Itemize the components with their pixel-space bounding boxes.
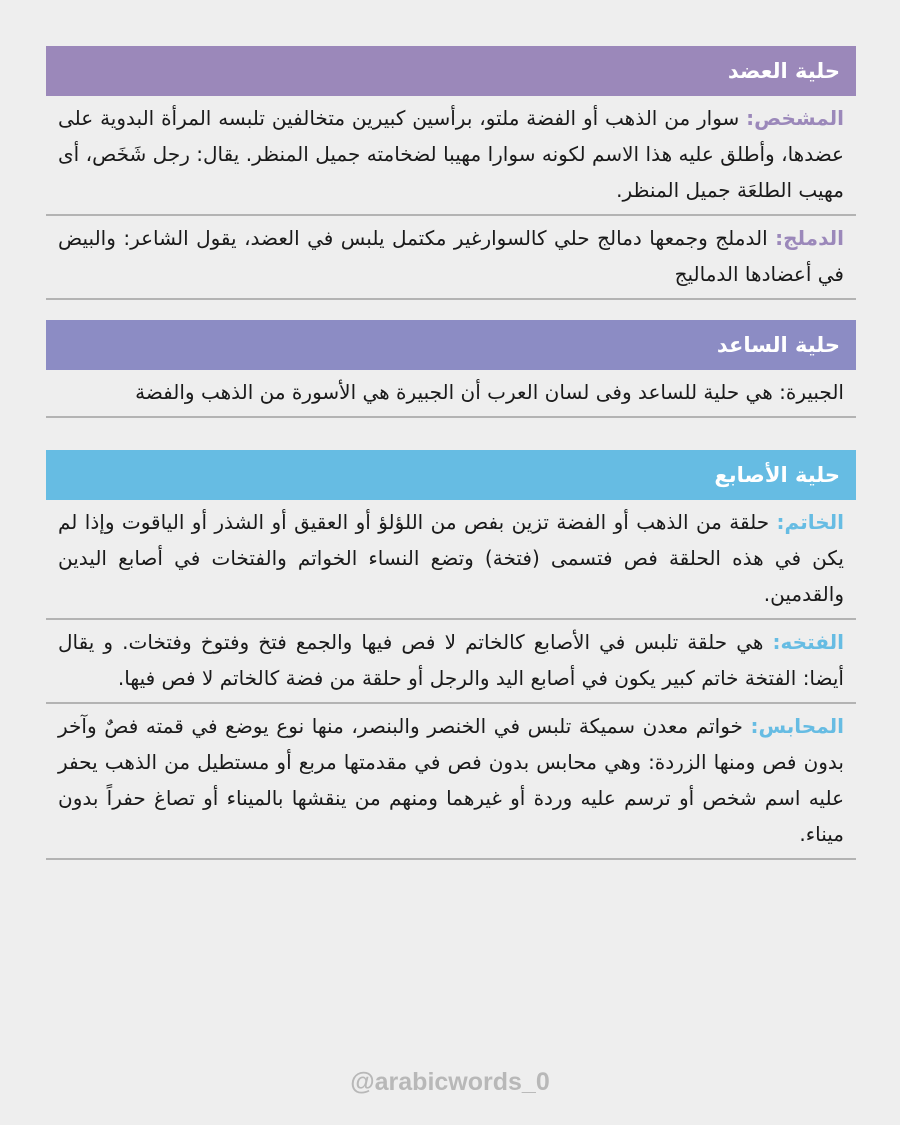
entry-fatkha xyxy=(46,620,856,704)
term-mahabis: المحابس: xyxy=(750,714,844,738)
entry-dumluj xyxy=(46,216,856,300)
definition-mushakhas: سوار من الذهب أو الفضة ملتو، برأسين كبيرين متخالفين تلبسه المرأة البدوية على عضدها، وأطلق عليه هذا الاسم لكونه سوارا مهيبا لضخامته جميل المنظر. يقال: رجل شَخَص، أى مهيب الطلعَة جميل المنظر. xyxy=(58,106,844,202)
definition-jabira: الجبيرة: هي حلية للساعد وفى لسان العرب أن الجبيرة هي الأسورة من الذهب والفضة xyxy=(135,380,844,404)
definition-mahabis: خواتم معدن سميكة تلبس في الخنصر والبنصر، منها نوع يوضع في قمته فصٌ وآخر بدون فص ومنها الزردة: وهي محابس بدون فص في مقدمتها مربع أو مستطيل من الذهب يحفر عليه اسم شخص أو ترسم عليه وردة أو غيرهما ومنهم من ينقشها بالميناء أو تصاغ حفراً بدون ميناء. xyxy=(58,714,844,846)
definition-fatkha: هي حلقة تلبس في الأصابع كالخاتم لا فص فيها والجمع فتخ وفتوخ وفتخات. و يقال أيضا: الفتخة خاتم كبير يكون في أصابع اليد والرجل أو حلقة من فضة كالخاتم لا فص فيها. xyxy=(58,630,844,690)
section-title-asabe: حلية الأصابع xyxy=(46,450,856,500)
term-dumluj: الدملج: xyxy=(775,226,844,250)
term-fatkha: الفتخه: xyxy=(772,630,844,654)
section-gap xyxy=(46,418,856,450)
entry-khatim xyxy=(46,500,856,620)
entry-mushakhas xyxy=(46,96,856,216)
entry-jabira xyxy=(46,370,856,418)
section-title-saed: حلية الساعد xyxy=(46,320,856,370)
entry-mahabis xyxy=(46,704,856,860)
definition-khatim: حلقة من الذهب أو الفضة تزين بفص من اللؤلؤ أو العقيق أو الشذر أو الياقوت وإذا لم يكن في هذه الحلقة فص فتسمى (فتخة) وتضع النساء الخواتم والفتخات في أصابع اليدين والقدمين. xyxy=(58,510,844,606)
account-handle: @arabicwords_0 xyxy=(350,1068,550,1096)
section-title-adud: حلية العضد xyxy=(46,46,856,96)
section-gap xyxy=(46,300,856,320)
term-mushakhas: المشخص: xyxy=(746,106,844,130)
term-khatim: الخاتم: xyxy=(776,510,844,534)
definition-dumluj: الدملج وجمعها دمالج حلي كالسوارغير مكتمل يلبس في العضد، يقول الشاعر: والبيض في أعضادها الدماليج xyxy=(58,226,844,286)
document-sheet xyxy=(46,46,856,860)
